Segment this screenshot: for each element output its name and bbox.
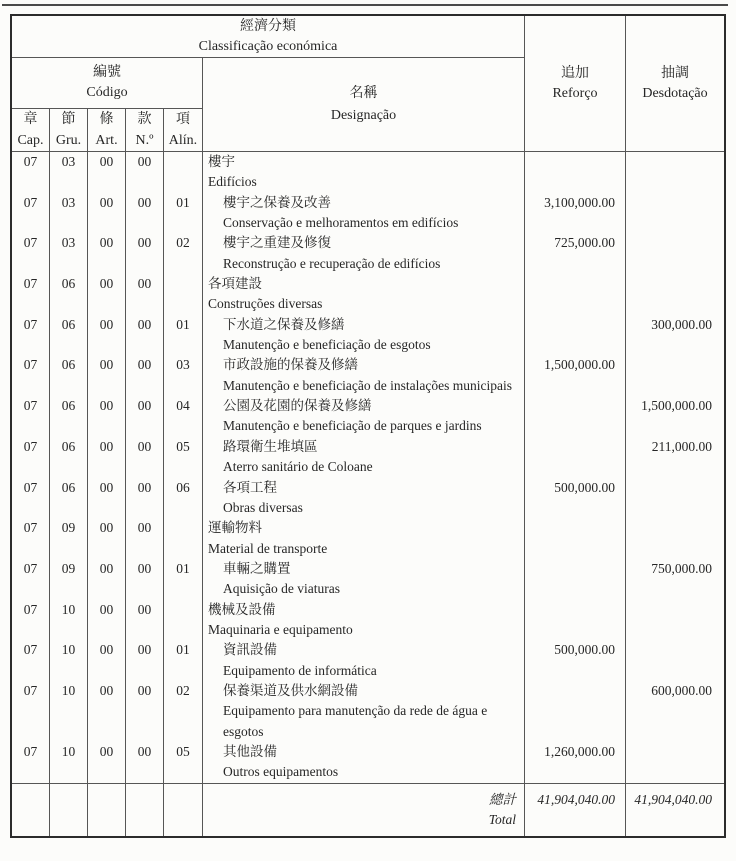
designation-pt: Equipamento de informática bbox=[223, 662, 377, 678]
designation-pt: esgotos bbox=[223, 723, 264, 739]
header-code-columns bbox=[12, 109, 202, 151]
designation-pt: Conservação e melhoramentos em edifícios bbox=[223, 215, 459, 231]
designation-zh: 樓宇 bbox=[208, 154, 235, 169]
header-desdotacao bbox=[626, 16, 724, 151]
desdotacao-label-pt: Desdotação bbox=[642, 85, 708, 101]
cell-alin: 03 bbox=[164, 355, 203, 396]
cell-alin: 01 bbox=[164, 640, 203, 681]
cell-n: 00 bbox=[126, 478, 164, 519]
cell-alin bbox=[164, 274, 203, 315]
cell-reforco: 500,000.00 bbox=[525, 640, 626, 681]
table-row bbox=[12, 681, 724, 742]
designation-zh: 樓宇之重建及修復 bbox=[223, 235, 331, 251]
cell-cap: 07 bbox=[12, 478, 50, 519]
table-row bbox=[12, 355, 724, 396]
designation-zh: 車輛之購置 bbox=[223, 560, 291, 576]
cell-desdotacao: 211,000.00 bbox=[651, 438, 712, 454]
cell-n: 00 bbox=[126, 559, 164, 600]
cell-designation bbox=[203, 640, 525, 681]
total-cell-gru bbox=[50, 784, 88, 836]
designation-zh: 機械及設備 bbox=[208, 601, 276, 617]
cell-n: 00 bbox=[126, 640, 164, 681]
cell-n: 00 bbox=[126, 437, 164, 478]
reforco-label-zh: 追加 bbox=[561, 65, 589, 81]
cell-desdotacao: 1,500,000.00 bbox=[641, 398, 712, 414]
cell-desdotacao: 300,000.00 bbox=[651, 316, 712, 332]
cell-reforco: 3,100,000.00 bbox=[525, 193, 626, 234]
designation-pt: Construções diversas bbox=[208, 296, 323, 312]
cell-desdotacao bbox=[626, 518, 724, 559]
table-row bbox=[12, 600, 724, 641]
cell-desdotacao bbox=[626, 152, 724, 193]
cell-cap: 07 bbox=[12, 396, 50, 437]
cell-alin: 01 bbox=[164, 315, 203, 356]
cell-n: 00 bbox=[126, 518, 164, 559]
total-cell-art bbox=[88, 784, 126, 836]
cell-n: 00 bbox=[126, 396, 164, 437]
cell-gru: 10 bbox=[50, 681, 88, 742]
cell-art: 00 bbox=[88, 355, 126, 396]
cell-designation bbox=[203, 274, 525, 315]
cell-n: 00 bbox=[126, 355, 164, 396]
cell-art: 00 bbox=[88, 274, 126, 315]
designation-pt: Reconstrução e recuperação de edifícios bbox=[223, 255, 441, 271]
cell-designation bbox=[203, 355, 525, 396]
cell-art: 00 bbox=[88, 478, 126, 519]
cell-gru: 03 bbox=[50, 193, 88, 234]
header-classification-group bbox=[12, 16, 525, 151]
cell-designation bbox=[203, 559, 525, 600]
total-desdotacao-value: 41,904,040.00 bbox=[634, 792, 712, 807]
cell-cap: 07 bbox=[12, 233, 50, 274]
cell-cap: 07 bbox=[12, 518, 50, 559]
col-n-zh: 款 bbox=[137, 112, 152, 127]
cell-gru: 03 bbox=[50, 152, 88, 193]
cell-n: 00 bbox=[126, 193, 164, 234]
cell-reforco bbox=[525, 600, 626, 641]
cell-gru: 06 bbox=[50, 274, 88, 315]
cell-art: 00 bbox=[88, 681, 126, 742]
cell-designation bbox=[203, 681, 525, 742]
designation-pt: Manutenção e beneficiação de parques e jardins bbox=[223, 418, 482, 434]
cell-n: 00 bbox=[126, 600, 164, 641]
total-cell-cap bbox=[12, 784, 50, 836]
header-economic-classification bbox=[12, 16, 524, 58]
code-label-pt: Código bbox=[86, 85, 128, 100]
cell-reforco bbox=[525, 274, 626, 315]
designation-zh: 公園及花園的保養及修繕 bbox=[223, 398, 372, 414]
table-body bbox=[12, 152, 724, 783]
cell-reforco: 1,500,000.00 bbox=[525, 355, 626, 396]
cell-cap: 07 bbox=[12, 600, 50, 641]
cell-art: 00 bbox=[88, 315, 126, 356]
designation-label-zh: 名稱 bbox=[349, 85, 378, 101]
cell-reforco: 725,000.00 bbox=[525, 233, 626, 274]
col-gru-zh: 節 bbox=[61, 112, 76, 127]
total-cell-alin bbox=[164, 784, 203, 836]
table-row bbox=[12, 233, 724, 274]
designation-pt: Outros equipamentos bbox=[223, 764, 339, 780]
col-art-zh: 條 bbox=[99, 112, 114, 127]
cell-alin: 06 bbox=[164, 478, 203, 519]
designation-zh: 各項工程 bbox=[223, 479, 277, 495]
designation-pt: Edifícios bbox=[208, 174, 257, 190]
designation-pt: Obras diversas bbox=[223, 499, 303, 515]
cell-cap: 07 bbox=[12, 274, 50, 315]
header-code bbox=[12, 58, 202, 109]
cell-cap: 07 bbox=[12, 193, 50, 234]
cell-designation bbox=[203, 193, 525, 234]
header-designation bbox=[203, 58, 524, 151]
header-col-alin bbox=[164, 109, 202, 151]
cell-alin: 05 bbox=[164, 437, 203, 478]
cell-alin bbox=[164, 152, 203, 193]
cell-n: 00 bbox=[126, 233, 164, 274]
designation-zh: 路環衛生堆填區 bbox=[223, 438, 318, 454]
code-label-zh: 編號 bbox=[93, 65, 121, 80]
cell-gru: 06 bbox=[50, 315, 88, 356]
designation-zh: 樓宇之保養及改善 bbox=[223, 194, 331, 210]
designation-pt: Equipamento para manutenção da rede de água e bbox=[223, 703, 488, 719]
cell-designation bbox=[203, 396, 525, 437]
header-reforco bbox=[525, 16, 626, 151]
designation-zh: 其他設備 bbox=[223, 743, 277, 759]
table-row bbox=[12, 518, 724, 559]
header-col-art bbox=[88, 109, 126, 151]
cell-gru: 10 bbox=[50, 640, 88, 681]
cell-gru: 06 bbox=[50, 355, 88, 396]
cell-cap: 07 bbox=[12, 315, 50, 356]
cell-desdotacao bbox=[626, 193, 724, 234]
cell-alin: 02 bbox=[164, 681, 203, 742]
cell-designation bbox=[203, 233, 525, 274]
cell-reforco bbox=[525, 437, 626, 478]
cell-cap: 07 bbox=[12, 355, 50, 396]
economic-classification-pt: Classificação económica bbox=[198, 38, 338, 54]
col-alin-pt: Alín. bbox=[168, 133, 198, 148]
cell-n: 00 bbox=[126, 152, 164, 193]
cell-gru: 06 bbox=[50, 437, 88, 478]
cell-art: 00 bbox=[88, 193, 126, 234]
cell-gru: 03 bbox=[50, 233, 88, 274]
table-row bbox=[12, 742, 724, 783]
cell-cap: 07 bbox=[12, 437, 50, 478]
col-alin-zh: 項 bbox=[176, 112, 190, 127]
designation-pt: Material de transporte bbox=[208, 540, 328, 556]
table-row bbox=[12, 478, 724, 519]
cell-alin bbox=[164, 600, 203, 641]
cell-art: 00 bbox=[88, 396, 126, 437]
cell-n: 00 bbox=[126, 315, 164, 356]
cell-art: 00 bbox=[88, 437, 126, 478]
col-cap-zh: 章 bbox=[23, 112, 38, 127]
table-row bbox=[12, 152, 724, 193]
cell-gru: 10 bbox=[50, 742, 88, 783]
budget-table bbox=[10, 14, 726, 838]
cell-desdotacao bbox=[626, 274, 724, 315]
total-label-pt: Total bbox=[488, 812, 516, 828]
cell-desdotacao bbox=[626, 742, 724, 783]
total-label bbox=[203, 784, 525, 836]
col-gru-pt: Gru. bbox=[55, 133, 82, 148]
designation-zh: 各項建設 bbox=[208, 276, 262, 292]
cell-designation bbox=[203, 600, 525, 641]
designation-pt: Aquisição de viaturas bbox=[223, 581, 340, 597]
header-code-group bbox=[12, 58, 203, 151]
cell-cap: 07 bbox=[12, 640, 50, 681]
header-col-cap bbox=[12, 109, 50, 151]
designation-pt: Maquinaria e equipamento bbox=[208, 621, 353, 637]
cell-alin: 01 bbox=[164, 559, 203, 600]
total-row bbox=[12, 783, 724, 836]
cell-n: 00 bbox=[126, 274, 164, 315]
cell-reforco bbox=[525, 559, 626, 600]
table-row bbox=[12, 315, 724, 356]
cell-gru: 10 bbox=[50, 600, 88, 641]
desdotacao-label-zh: 抽調 bbox=[661, 65, 689, 81]
cell-desdotacao bbox=[626, 355, 724, 396]
designation-zh: 保養渠道及供水網設備 bbox=[223, 682, 358, 698]
cell-desdotacao: 600,000.00 bbox=[651, 682, 712, 698]
table-row bbox=[12, 640, 724, 681]
cell-art: 00 bbox=[88, 742, 126, 783]
cell-desdotacao: 750,000.00 bbox=[651, 560, 712, 576]
economic-classification-zh: 經濟分類 bbox=[240, 18, 296, 34]
header-col-n bbox=[126, 109, 164, 151]
cell-alin: 05 bbox=[164, 742, 203, 783]
designation-pt: Manutenção e beneficiação de esgotos bbox=[223, 337, 431, 353]
cell-gru: 09 bbox=[50, 518, 88, 559]
cell-n: 00 bbox=[126, 742, 164, 783]
designation-zh: 市政設施的保養及修繕 bbox=[223, 357, 358, 373]
cell-gru: 06 bbox=[50, 478, 88, 519]
cell-reforco: 1,260,000.00 bbox=[525, 742, 626, 783]
header-sub-row bbox=[12, 58, 524, 151]
cell-art: 00 bbox=[88, 640, 126, 681]
cell-art: 00 bbox=[88, 152, 126, 193]
cell-desdotacao bbox=[626, 600, 724, 641]
cell-reforco bbox=[525, 518, 626, 559]
designation-pt: Manutenção e beneficiação de instalações municipais bbox=[223, 377, 512, 393]
table-row bbox=[12, 396, 724, 437]
col-art-pt: Art. bbox=[95, 133, 118, 148]
designation-zh: 運輸物料 bbox=[208, 520, 262, 536]
cell-alin bbox=[164, 518, 203, 559]
cell-cap: 07 bbox=[12, 559, 50, 600]
cell-desdotacao bbox=[626, 478, 724, 519]
cell-gru: 09 bbox=[50, 559, 88, 600]
table-row bbox=[12, 437, 724, 478]
cell-alin: 01 bbox=[164, 193, 203, 234]
cell-art: 00 bbox=[88, 233, 126, 274]
cell-reforco bbox=[525, 681, 626, 742]
col-n-pt: N.º bbox=[135, 133, 154, 148]
reforco-label-pt: Reforço bbox=[552, 85, 598, 101]
cell-desdotacao bbox=[626, 233, 724, 274]
header-col-gru bbox=[50, 109, 88, 151]
cell-art: 00 bbox=[88, 518, 126, 559]
cell-designation bbox=[203, 742, 525, 783]
cell-designation bbox=[203, 152, 525, 193]
cell-designation bbox=[203, 437, 525, 478]
cell-cap: 07 bbox=[12, 742, 50, 783]
cell-alin: 04 bbox=[164, 396, 203, 437]
cell-alin: 02 bbox=[164, 233, 203, 274]
page-top-rule bbox=[2, 4, 728, 6]
cell-art: 00 bbox=[88, 600, 126, 641]
col-cap-pt: Cap. bbox=[17, 133, 44, 148]
total-reforco-value: 41,904,040.00 bbox=[525, 784, 626, 836]
cell-cap: 07 bbox=[12, 681, 50, 742]
cell-desdotacao bbox=[626, 640, 724, 681]
cell-n: 00 bbox=[126, 681, 164, 742]
cell-designation bbox=[203, 315, 525, 356]
cell-gru: 06 bbox=[50, 396, 88, 437]
cell-reforco bbox=[525, 396, 626, 437]
cell-reforco: 500,000.00 bbox=[525, 478, 626, 519]
cell-art: 00 bbox=[88, 559, 126, 600]
total-cell-n bbox=[126, 784, 164, 836]
cell-cap: 07 bbox=[12, 152, 50, 193]
cell-reforco bbox=[525, 315, 626, 356]
designation-zh: 下水道之保養及修繕 bbox=[223, 316, 345, 332]
designation-zh: 資訊設備 bbox=[223, 642, 277, 658]
designation-pt: Aterro sanitário de Coloane bbox=[223, 459, 373, 475]
total-label-zh: 總計 bbox=[489, 792, 516, 807]
table-row bbox=[12, 559, 724, 600]
table-row bbox=[12, 274, 724, 315]
cell-designation bbox=[203, 518, 525, 559]
designation-label-pt: Designação bbox=[330, 107, 397, 123]
cell-reforco bbox=[525, 152, 626, 193]
table-header bbox=[12, 16, 724, 152]
table-row bbox=[12, 193, 724, 234]
cell-designation bbox=[203, 478, 525, 519]
